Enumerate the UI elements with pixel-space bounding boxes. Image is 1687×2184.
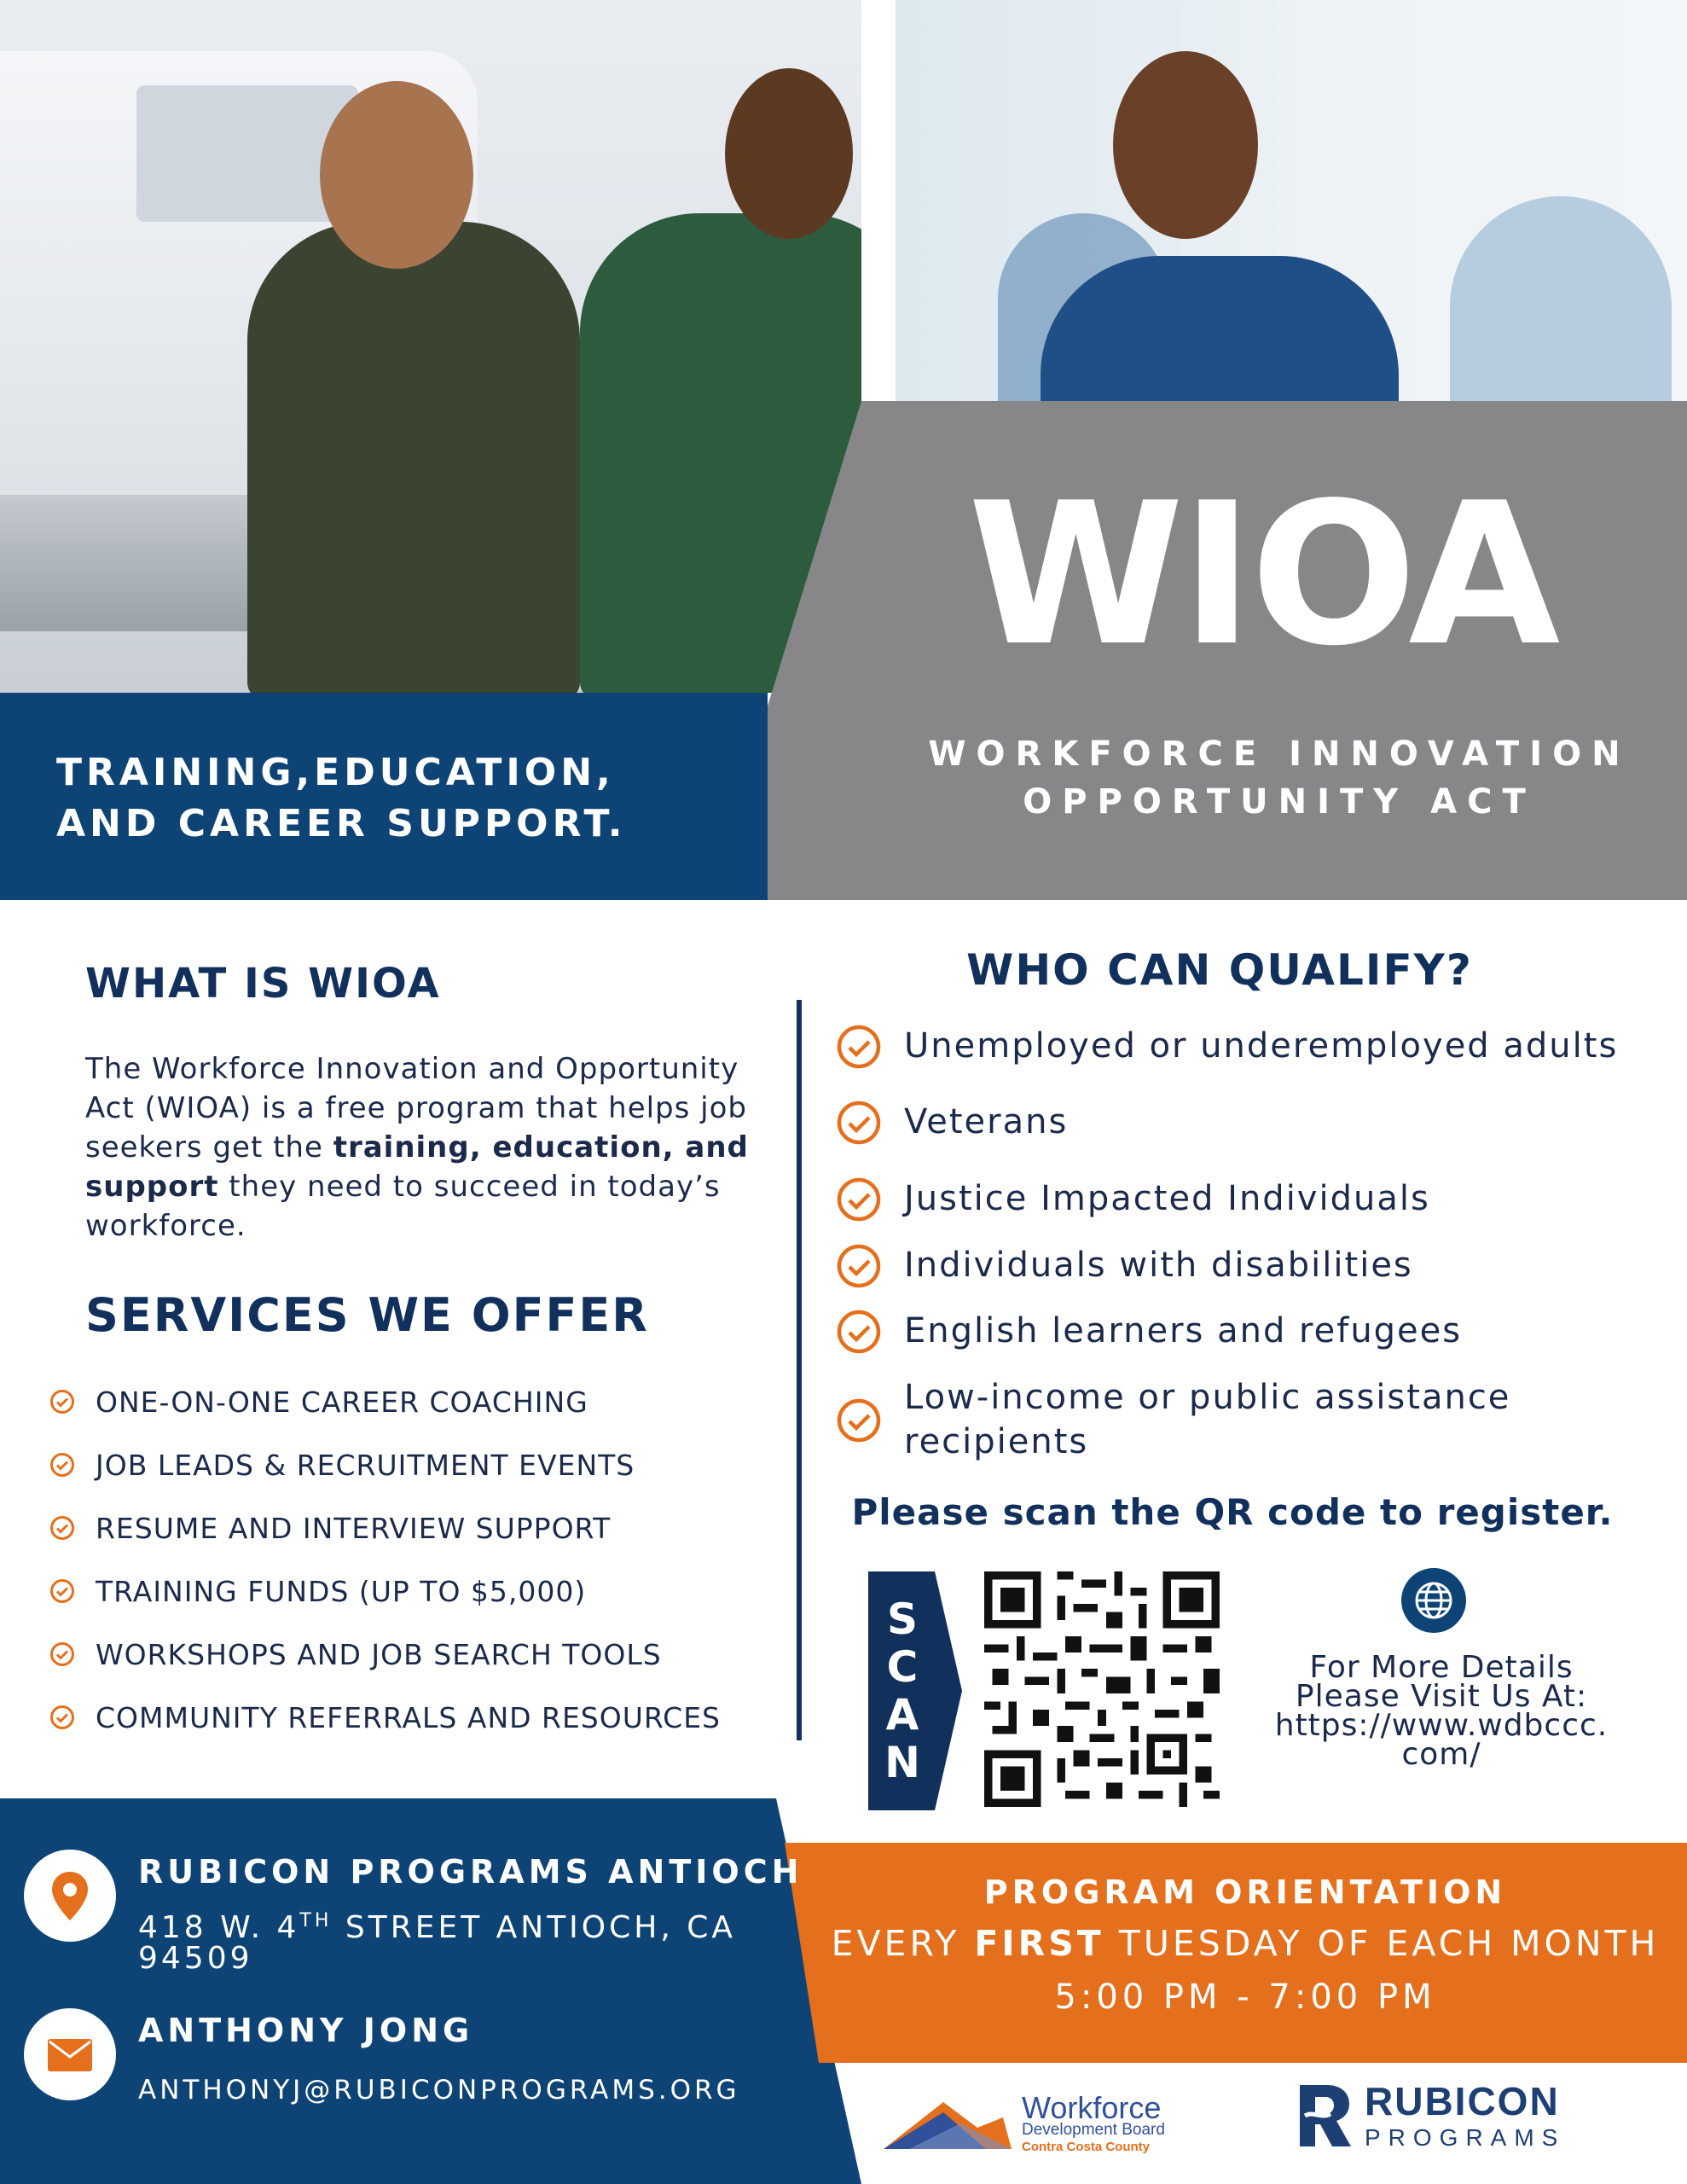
website-link[interactable]: https://www.wdbccc. <box>1274 1708 1609 1743</box>
service-item <box>49 1696 721 1739</box>
service-item <box>49 1380 588 1423</box>
qualify-label: Justice Impacted Individuals <box>904 1179 1430 1218</box>
service-label: JOB LEADS & RECRUITMENT EVENTS <box>96 1448 635 1482</box>
details-line-1: For More Details <box>1309 1650 1574 1685</box>
check-circle-icon <box>836 1024 882 1070</box>
rubicon-logo-name: RUBICON <box>1365 2079 1560 2123</box>
contact-email[interactable]: ANTHONYJ@RUBICONPROGRAMS.ORG <box>138 2075 740 2106</box>
qualify-label: Unemployed or underemployed adults <box>904 1026 1619 1066</box>
address-superscript: TH <box>299 1910 333 1931</box>
orientation-schedule <box>819 1923 1672 1964</box>
tagline-line-1: TRAINING,EDUCATION, <box>56 751 615 794</box>
schedule-part-1: EVERY <box>831 1923 975 1964</box>
check-circle-icon <box>836 1243 882 1289</box>
rubicon-logo-mark <box>1298 2082 1353 2150</box>
location-name: RUBICON PROGRAMS ANTIOCH <box>138 1853 803 1891</box>
what-heading: WHAT IS WIOA <box>85 960 441 1008</box>
services-heading: SERVICES WE OFFER <box>85 1288 649 1342</box>
check-circle-icon <box>836 1176 882 1223</box>
hero-photo-medical <box>896 0 1687 401</box>
service-item <box>49 1507 611 1549</box>
service-item <box>49 1570 586 1612</box>
subtitle-line-2: OPPORTUNITY ACT <box>1023 782 1536 822</box>
address-part-2: STREET ANTIOCH, CA 94509 <box>138 1910 736 1976</box>
location-pin-icon <box>24 1850 116 1942</box>
qualify-item <box>836 1243 1413 1289</box>
contact-name: ANTHONY JONG <box>138 2012 474 2049</box>
orientation-time: 5:00 PM - 7:00 PM <box>1054 1978 1436 2017</box>
page-title: WIOA <box>967 462 1557 689</box>
tagline <box>56 747 627 850</box>
qualify-label: Low-income or public assistance recipients <box>904 1378 1511 1461</box>
what-body-text-1: The Workforce Innovation and Opportunity Act (WIOA) is a free program that helps job seekers get the <box>85 1052 747 1165</box>
scan-letter: S <box>886 1594 918 1644</box>
schedule-bold: FIRST <box>974 1923 1104 1964</box>
service-item <box>49 1633 662 1676</box>
register-note: Please scan the QR code to register. <box>851 1491 1614 1533</box>
check-circle-icon <box>49 1515 75 1541</box>
service-item <box>49 1443 635 1486</box>
qualify-item <box>836 1375 1569 1464</box>
check-circle-icon <box>836 1397 882 1443</box>
website-link-end[interactable]: com/ <box>1401 1737 1481 1772</box>
qualify-item <box>836 1309 1462 1355</box>
check-circle-icon <box>49 1389 75 1414</box>
qualify-item <box>836 1100 1068 1146</box>
tagline-line-2: AND CAREER SUPPORT. <box>56 802 627 845</box>
wdb-logo-title: Workforce <box>1022 2090 1162 2125</box>
schedule-part-2: TUESDAY OF EACH MONTH <box>1104 1923 1660 1964</box>
qualify-label: Veterans <box>904 1102 1069 1141</box>
qualify-label: English learners and refugees <box>904 1311 1463 1350</box>
email-badge <box>24 2008 116 2100</box>
scan-letter: C <box>886 1642 919 1692</box>
rubicon-logo-subtitle: PROGRAMS <box>1365 2124 1566 2151</box>
address-part-1: 418 W. 4 <box>138 1910 300 1945</box>
service-label: WORKSHOPS AND JOB SEARCH TOOLS <box>96 1637 662 1671</box>
location-badge <box>24 1850 116 1942</box>
subtitle-line-1: WORKFORCE INNOVATION <box>928 735 1631 774</box>
website-details <box>1245 1650 1638 1772</box>
qualify-item <box>836 1176 1430 1223</box>
orientation-title: PROGRAM ORIENTATION <box>983 1873 1507 1911</box>
scan-letter: N <box>884 1738 920 1787</box>
qr-code[interactable] <box>984 1571 1220 1807</box>
location-address <box>138 1906 752 1974</box>
check-circle-icon <box>49 1705 75 1730</box>
check-circle-icon <box>49 1578 75 1604</box>
what-body-bold: training, education, and support <box>85 1130 749 1204</box>
hero-photo-workers <box>0 0 861 693</box>
qualify-label: Individuals with disabilities <box>904 1246 1413 1285</box>
check-circle-icon <box>836 1100 882 1146</box>
scan-label <box>872 1595 933 1786</box>
check-circle-icon <box>49 1641 75 1667</box>
qualify-item <box>836 1024 1618 1070</box>
page-subtitle <box>904 730 1655 826</box>
envelope-icon <box>24 2008 116 2100</box>
qualify-heading: WHO CAN QUALIFY? <box>966 945 1473 995</box>
wdb-logo-county: Contra Costa County <box>1022 2140 1150 2154</box>
column-divider <box>797 1000 802 1740</box>
what-body-text-2: they need to succeed in today’s workforce. <box>85 1170 721 1243</box>
check-circle-icon <box>49 1452 75 1478</box>
wdb-logo-subtitle: Development Board <box>1022 2121 1165 2139</box>
what-body <box>85 1049 785 1246</box>
globe-icon <box>1401 1568 1466 1633</box>
check-circle-icon <box>836 1309 882 1355</box>
service-label: TRAINING FUNDS (UP TO $5,000) <box>96 1574 587 1608</box>
service-label: RESUME AND INTERVIEW SUPPORT <box>96 1511 612 1545</box>
service-label: ONE-ON-ONE CAREER COACHING <box>96 1385 588 1419</box>
scan-letter: A <box>885 1690 919 1740</box>
details-line-2: Please Visit Us At: <box>1295 1679 1588 1714</box>
service-label: COMMUNITY REFERRALS AND RESOURCES <box>96 1700 722 1734</box>
